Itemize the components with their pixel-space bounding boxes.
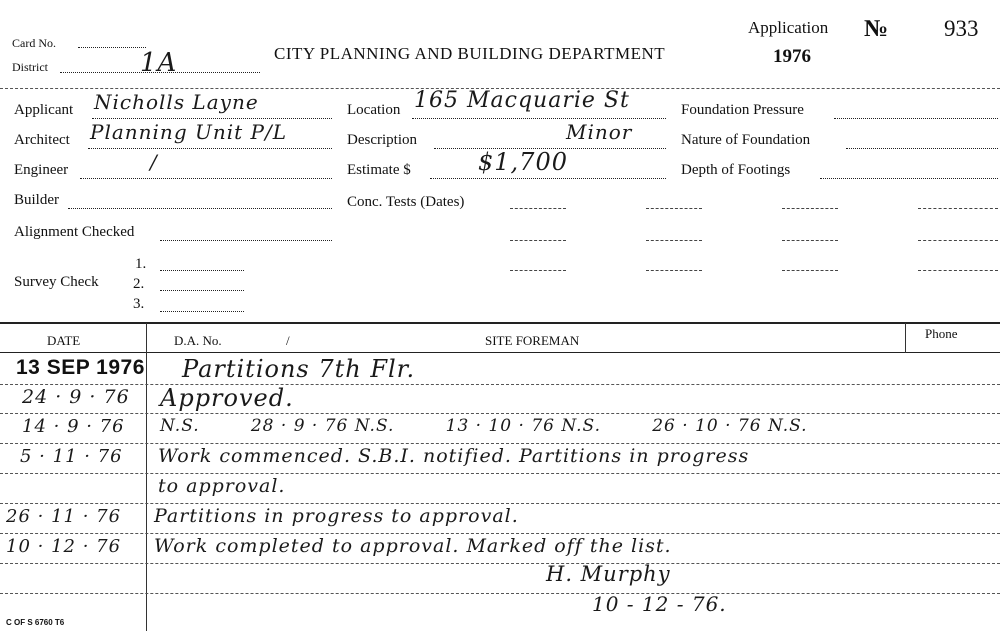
conc-line-3c xyxy=(782,270,838,271)
form-code: C OF S 6760 T6 xyxy=(6,618,65,627)
survey-line-1 xyxy=(160,270,244,271)
description-label: Description xyxy=(347,132,417,148)
architect-value: Planning Unit P/L xyxy=(90,120,287,144)
applicant-label: Applicant xyxy=(14,102,74,118)
nature-foundation-line xyxy=(846,148,998,149)
builder-label: Builder xyxy=(14,192,59,208)
row-3-date: 14 · 9 · 76 xyxy=(22,416,125,437)
col-date: DATE xyxy=(47,333,81,348)
application-number: 933 xyxy=(944,16,979,41)
row-rule xyxy=(0,533,1000,534)
conc-line-2b xyxy=(646,240,702,241)
survey-check-label: Survey Check xyxy=(14,274,99,290)
estimate-value: $1,700 xyxy=(478,148,568,176)
location-value: 165 Macquarie St xyxy=(414,88,630,113)
engineer-line xyxy=(80,178,332,179)
conc-line-1c xyxy=(782,208,838,209)
survey-line-3 xyxy=(160,311,244,312)
signature-date: 10 - 12 - 76. xyxy=(592,592,727,616)
conc-line-3b xyxy=(646,270,702,271)
application-year: 1976 xyxy=(773,46,811,67)
district-label: District xyxy=(12,60,48,74)
row-6-date: 26 · 11 · 76 xyxy=(6,506,122,527)
survey-item-1: 1. xyxy=(135,256,147,272)
date-column-divider xyxy=(146,323,147,631)
conc-line-1a xyxy=(510,208,566,209)
conc-line-2c xyxy=(782,240,838,241)
conc-tests-label: Conc. Tests (Dates) xyxy=(347,194,465,210)
row-rule xyxy=(0,384,1000,385)
nature-foundation-label: Nature of Foundation xyxy=(681,132,811,148)
survey-line-2 xyxy=(160,290,244,291)
applicant-line xyxy=(92,118,332,119)
row-3-entry: N.S. 28 · 9 · 76 N.S. 13 · 10 · 76 N.S. 26 · 10 · 76 N.S. xyxy=(160,416,808,436)
row-7-date: 10 · 12 · 76 xyxy=(6,536,122,557)
estimate-label: Estimate $ xyxy=(347,162,411,178)
foundation-pressure-label: Foundation Pressure xyxy=(681,102,804,118)
survey-item-3: 3. xyxy=(133,296,145,312)
architect-label: Architect xyxy=(14,132,70,148)
phone-column-divider xyxy=(905,323,906,353)
conc-line-2a xyxy=(510,240,566,241)
builder-line xyxy=(68,208,332,209)
department-title: CITY PLANNING AND BUILDING DEPARTMENT xyxy=(274,44,666,63)
table-header-rule xyxy=(0,352,1000,353)
card-no-line xyxy=(78,47,146,48)
depth-footings-line xyxy=(820,178,998,179)
row-rule xyxy=(0,473,1000,474)
row-6-entry: Partitions in progress to approval. xyxy=(154,505,519,527)
col-site-foreman: SITE FOREMAN xyxy=(485,333,580,348)
architect-line xyxy=(88,148,332,149)
card-no-label: Card No. xyxy=(12,36,56,50)
depth-footings-label: Depth of Footings xyxy=(681,162,791,178)
col-da-mark: / xyxy=(286,333,290,348)
row-rule xyxy=(0,593,1000,594)
row-rule xyxy=(0,443,1000,444)
signature: H. Murphy xyxy=(546,562,671,586)
conc-line-3a xyxy=(510,270,566,271)
col-da-no: D.A. No. xyxy=(174,333,222,348)
conc-line-1d xyxy=(918,208,998,209)
row-rule xyxy=(0,413,1000,414)
row-7-entry: Work completed to approval. Marked off the list. xyxy=(154,535,672,557)
table-top-rule xyxy=(0,322,1000,324)
row-2-date: 24 · 9 · 76 xyxy=(22,386,130,408)
row-1-date-stamp: 13 SEP 1976 xyxy=(16,356,145,379)
engineer-label: Engineer xyxy=(14,162,69,178)
number-symbol: № xyxy=(864,16,889,42)
district-value: 1A xyxy=(140,48,178,78)
row-5-entry: to approval. xyxy=(158,475,286,497)
col-phone: Phone xyxy=(925,326,958,341)
survey-item-2: 2. xyxy=(133,276,145,292)
conc-line-2d xyxy=(918,240,998,241)
alignment-label: Alignment Checked xyxy=(14,224,135,240)
row-4-entry: Work commenced. S.B.I. notified. Partitions in progress xyxy=(158,445,750,467)
row-2-entry: Approved. xyxy=(160,384,294,412)
estimate-line xyxy=(430,178,666,179)
description-value: Minor xyxy=(566,120,633,144)
row-rule xyxy=(0,503,1000,504)
conc-line-3d xyxy=(918,270,998,271)
conc-line-1b xyxy=(646,208,702,209)
row-rule xyxy=(0,563,1000,564)
location-line xyxy=(412,118,666,119)
foundation-pressure-line xyxy=(834,118,998,119)
applicant-value: Nicholls Layne xyxy=(94,90,259,114)
row-1-entry: Partitions 7th Flr. xyxy=(182,355,416,383)
engineer-value: / xyxy=(150,150,158,174)
application-label: Application xyxy=(748,18,829,37)
row-4-date: 5 · 11 · 76 xyxy=(20,446,123,467)
alignment-line xyxy=(160,240,332,241)
location-label: Location xyxy=(347,102,401,118)
